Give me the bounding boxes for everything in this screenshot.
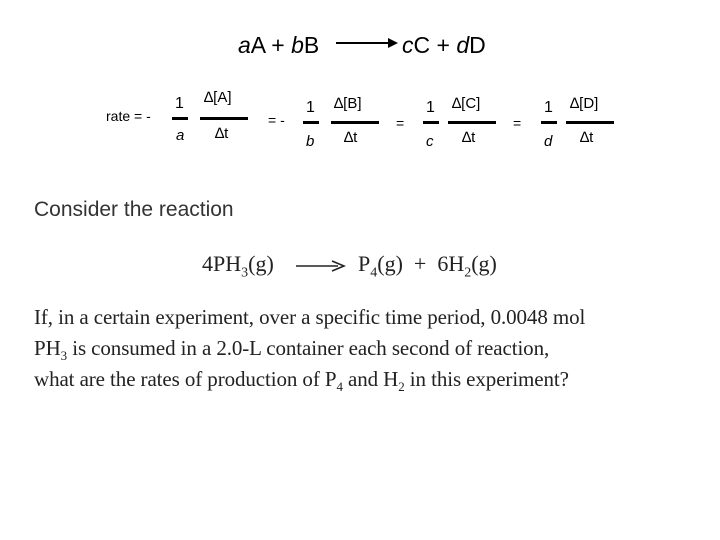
- rate-term-b-dt: ∆t: [344, 129, 358, 146]
- equals-sign: =: [396, 115, 405, 131]
- reaction-arrow-icon: [336, 36, 398, 50]
- rate-term-b-conc: ∆[B]: [334, 95, 362, 112]
- rate-term-c-one: 1: [426, 99, 435, 116]
- reactant-coef: 4: [202, 251, 213, 276]
- fraction-bar: [566, 121, 614, 124]
- reaction-arrow-icon: [296, 260, 346, 272]
- problem-line-2-formula: PH: [34, 336, 61, 360]
- rate-term-c-dt: ∆t: [462, 129, 476, 146]
- problem-reaction-left: [202, 251, 274, 281]
- rate-term-d-one: 1: [544, 99, 553, 116]
- problem-line-2-subscript: 3: [60, 348, 68, 364]
- coef-a: a: [238, 32, 251, 58]
- rate-term-a-coef: a: [176, 127, 185, 144]
- problem-reaction-right: [358, 251, 497, 281]
- problem-line-3-text-c: in this experiment?: [404, 367, 569, 391]
- general-equation-products: [402, 32, 486, 59]
- problem-line-3-subscript-1: 4: [336, 379, 343, 395]
- problem-line-2-text: is consumed in a 2.0-L container each second of reaction,: [67, 336, 550, 360]
- coef-c: c: [402, 32, 414, 58]
- fraction-bar: [172, 117, 188, 120]
- rate-term-a-dt: ∆t: [215, 125, 229, 142]
- reactant-subscript: 3: [241, 265, 249, 281]
- product2-formula: H: [448, 251, 465, 276]
- reactant-formula: PH: [213, 251, 242, 276]
- product2-subscript: 2: [464, 265, 472, 281]
- rate-label: rate = -: [106, 108, 151, 124]
- equals-minus: = -: [268, 112, 285, 128]
- fraction-bar: [423, 121, 439, 124]
- fraction-bar: [541, 121, 557, 124]
- plus-sign: +: [413, 251, 427, 276]
- species-c: C: [413, 32, 431, 58]
- equals-sign: =: [513, 115, 522, 131]
- problem-line-1: If, in a certain experiment, over a specific time period, 0.0048 mol: [34, 305, 586, 329]
- rate-term-a-conc: ∆[A]: [204, 89, 232, 106]
- product2-coef: 6: [437, 251, 449, 276]
- coef-b: b: [291, 32, 304, 58]
- product2-phase: (g): [471, 251, 497, 276]
- problem-line-3: [34, 364, 569, 402]
- rate-term-d-conc: ∆[D]: [570, 95, 599, 112]
- problem-line-3-text-a: what are the rates of production of P: [34, 367, 337, 391]
- fraction-bar: [303, 121, 319, 124]
- coef-d: d: [456, 32, 470, 58]
- rate-term-d-coef: d: [544, 133, 553, 150]
- rate-term-b-one: 1: [306, 99, 315, 116]
- rate-term-d-dt: ∆t: [580, 129, 594, 146]
- species-d: D: [469, 32, 486, 58]
- fraction-bar: [448, 121, 496, 124]
- product1-formula: P: [358, 251, 371, 276]
- species-b: B: [303, 32, 320, 58]
- fraction-bar: [331, 121, 379, 124]
- rate-term-c-conc: ∆[C]: [452, 95, 481, 112]
- reactant-phase: (g): [248, 251, 274, 276]
- product1-subscript: 4: [370, 265, 378, 281]
- plus-sign: +: [271, 32, 285, 58]
- rate-term-b-coef: b: [306, 133, 315, 150]
- general-equation-reactants: [238, 32, 319, 59]
- problem-intro: Consider the reaction: [34, 198, 234, 221]
- species-a: A: [250, 32, 265, 58]
- product1-phase: (g): [377, 251, 403, 276]
- fraction-bar: [200, 117, 248, 120]
- plus-sign: +: [436, 32, 450, 58]
- rate-term-c-coef: c: [426, 133, 434, 150]
- problem-line-3-subscript-2: 2: [398, 379, 405, 395]
- rate-term-a-one: 1: [175, 95, 184, 112]
- problem-line-3-text-b: and H: [342, 367, 399, 391]
